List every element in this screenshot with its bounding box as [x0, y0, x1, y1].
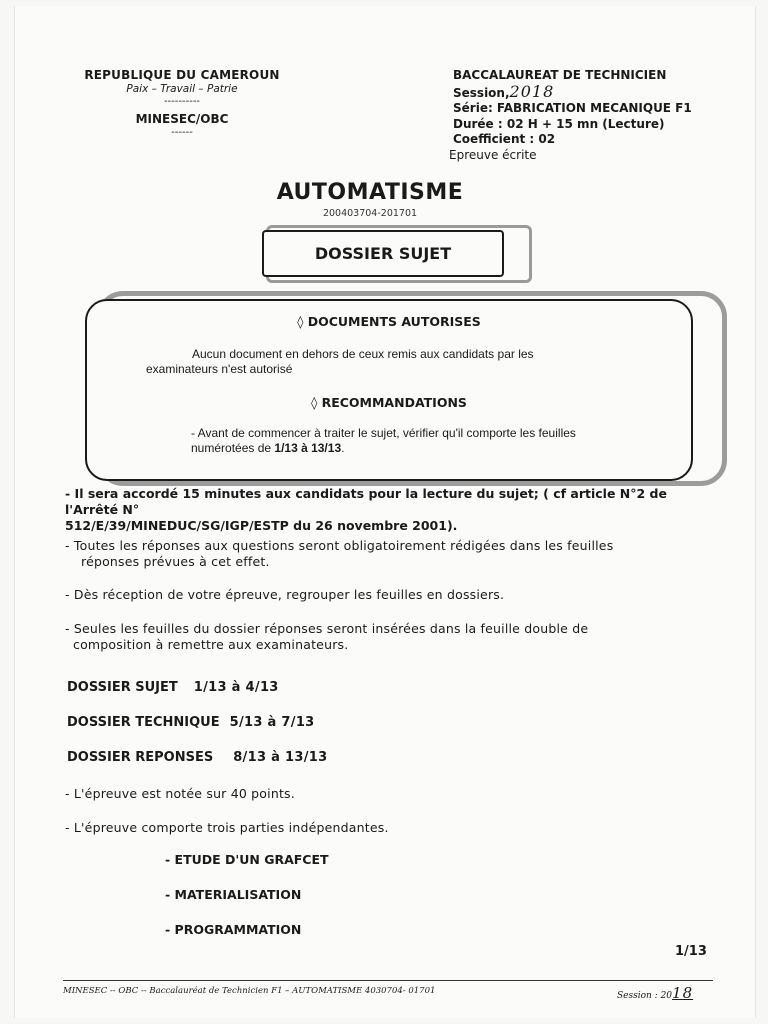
footer-left-text: MINESEC -- OBC -- Baccalauréat de Technicien F1 – AUTOMATISME 4030704- 01701: [63, 986, 436, 996]
session-label: Session,: [453, 85, 510, 100]
instruction-item: - Seules les feuilles du dossier réponses seront insérées dans la feuille double de composition à remettre aux examinateurs.: [65, 621, 589, 652]
national-motto: Paix – Travail – Patrie: [126, 83, 238, 95]
instruction-item: - Il sera accordé 15 minutes aux candidats pour la lecture du sujet; ( cf article N°2 de l'Arrêté N° 512/E/39/MINEDUC/SG/IGP/ESTP du 26 novembre 2001).: [65, 486, 667, 533]
exam-name: BACCALAUREAT DE TECHNICIEN: [453, 68, 667, 82]
duree-line: Durée : 02 H + 15 mn (Lecture): [453, 116, 665, 131]
dossier-sujet-box: DOSSIER SUJET: [262, 230, 504, 277]
separator: ----------: [163, 96, 201, 107]
dossier-sujet-line: DOSSIER SUJET 1/13 à 4/13: [67, 680, 279, 695]
instruction-item: - Dès réception de votre épreuve, regrouper les feuilles en dossiers.: [65, 587, 505, 602]
note-points: - L'épreuve est notée sur 40 points.: [65, 786, 295, 801]
footer-session: Session : 2018: [617, 984, 694, 1002]
subject-code: 200403704-201701: [322, 208, 418, 219]
note-parts: - L'épreuve comporte trois parties indépendantes.: [65, 820, 389, 835]
document-page: [14, 6, 756, 1018]
instruction-item: - Toutes les réponses aux questions seront obligatoirement rédigées dans les feuilles réponses prévues à cet effet.: [65, 538, 614, 569]
footer-session-handwritten: 18: [672, 984, 694, 1002]
documents-heading: ◊ DOCUMENTS AUTORISES: [297, 314, 481, 329]
session-year-handwritten: 2018: [509, 81, 555, 101]
coefficient-line: Coefficient : 02: [453, 132, 556, 146]
epreuve-type: Epreuve écrite: [449, 147, 537, 162]
header-right: [449, 68, 753, 163]
part-item: - PROGRAMMATION: [165, 922, 302, 937]
dossier-reponses-line: DOSSIER REPONSES 8/13 à 13/13: [67, 750, 328, 765]
footer-divider: [63, 980, 713, 981]
dossier-technique-line: DOSSIER TECHNIQUE 5/13 à 7/13: [67, 715, 315, 730]
serie-line: Série: FABRICATION MECANIQUE F1: [453, 101, 692, 115]
part-item: - ETUDE D'UN GRAFCET: [165, 852, 329, 867]
session-line: [453, 81, 753, 102]
documents-box: [85, 299, 693, 481]
ministry-name: MINESEC/OBC: [135, 112, 229, 126]
separator: ------: [171, 127, 193, 138]
recommendations-text: - Avant de commencer à traiter le sujet, vérifier qu'il comporte les feuilles numérotées de 1/13 à 13/13.: [191, 426, 576, 455]
subject-title: AUTOMATISME: [276, 180, 464, 205]
documents-text: Aucun document en dehors de ceux remis aux candidats par les examinateurs n'est autorisé: [146, 347, 534, 376]
header-left: [77, 68, 287, 137]
page-number: 1/13: [675, 944, 707, 959]
country-name: REPUBLIQUE DU CAMEROUN: [84, 68, 280, 82]
recommendations-heading: ◊ RECOMMANDATIONS: [311, 395, 467, 410]
part-item: - MATERIALISATION: [165, 887, 302, 902]
